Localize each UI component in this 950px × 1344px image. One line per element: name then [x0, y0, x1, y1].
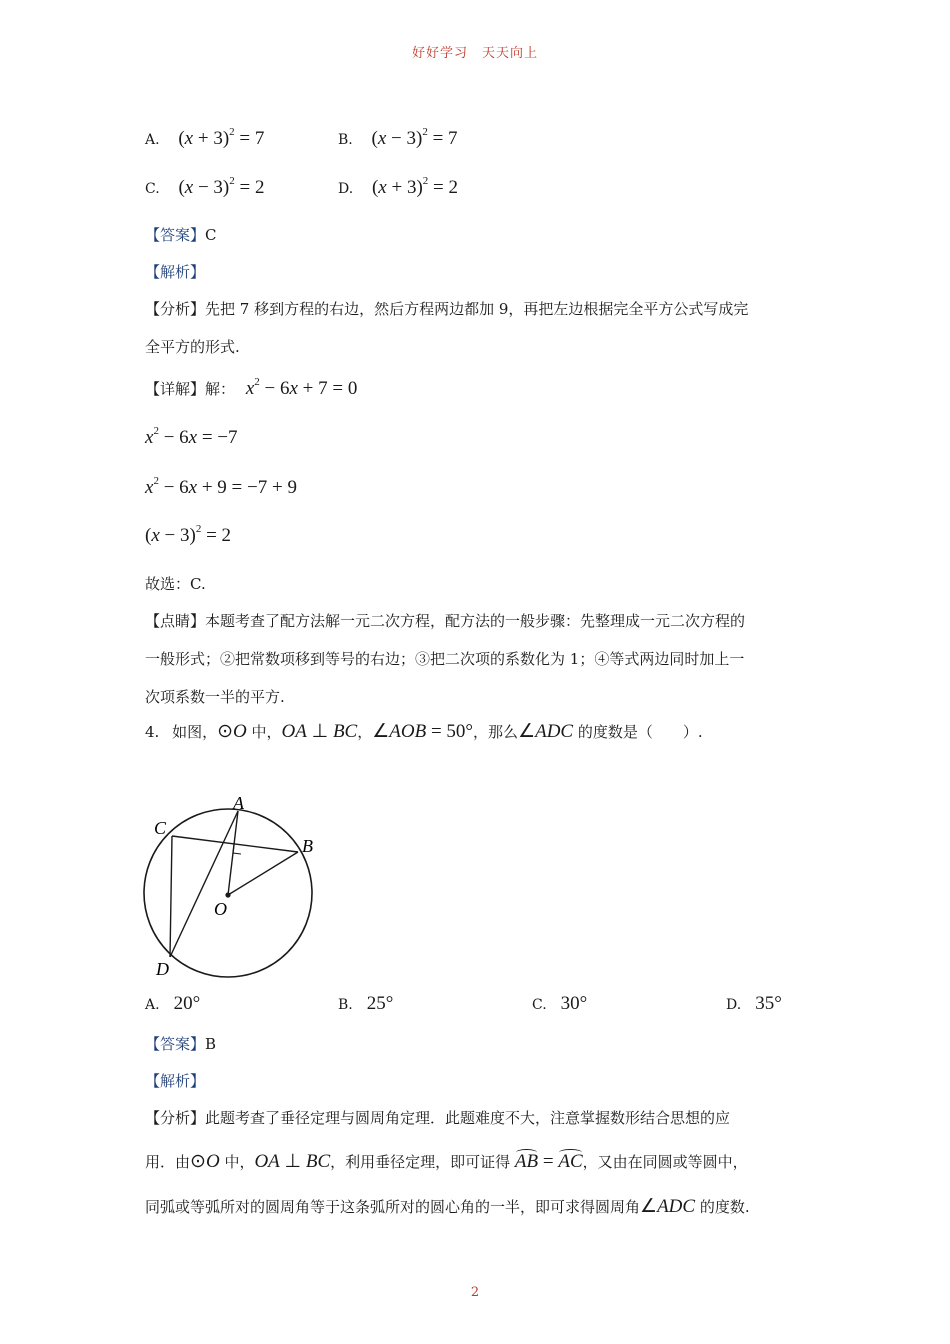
circle-figure — [130, 790, 340, 990]
q3-jiexi-tag: 【解析】 — [145, 263, 206, 281]
q4-option-b: B. 25° — [338, 993, 394, 1014]
q3-option-d: D. $(x + 3)^2 = 2$ — [338, 175, 458, 198]
option-label: A. — [145, 132, 160, 148]
q3-step-2: $x^2 - 6x = -7$ — [145, 425, 238, 448]
chord-cd — [170, 836, 172, 957]
label-a: A — [233, 793, 244, 813]
right-angle-mark — [233, 845, 241, 854]
option-label: C. — [145, 181, 160, 197]
q3-option-c: C. $(x - 3)^2 = 2$ — [145, 175, 265, 198]
q4-analysis-line2: 用．由⊙O 中，OA ⊥ BC，利用垂径定理，即可证得 AB = AC，又由在同圆或等圆中， — [145, 1151, 748, 1172]
q3-note-line1: 【点睛】本题考查了配方法解一元二次方程，配方法的一般步骤：先整理成一元二次方程的 — [145, 612, 746, 630]
q4-option-d: D. 35° — [726, 993, 782, 1014]
q3-option-b: B. $(x - 3)^2 = 7$ — [338, 126, 458, 149]
label-c: C — [154, 818, 167, 838]
page-header: 好好学习 天天向上 — [411, 46, 538, 61]
q3-analysis-line1: 【分析】先把 7 移到方程的右边，然后方程两边都加 9，再把左边根据完全平方公式写成完 — [145, 300, 749, 318]
q3-detail: 【详解】解： $x^2 - 6x + 7 = 0$ — [145, 376, 358, 399]
q3-answer: 【答案】C — [145, 226, 217, 244]
radius-ob — [228, 852, 298, 895]
arc-ac: AC — [558, 1151, 583, 1172]
q3-conclusion: 故选：C. — [145, 575, 206, 593]
q4-jiexi-tag: 【解析】 — [145, 1072, 206, 1090]
q4-analysis-line1: 【分析】此题考查了垂径定理与圆周角定理．此题难度不大，注意掌握数形结合思想的应 — [145, 1109, 731, 1127]
q3-note-line3: 次项系数一半的平方. — [145, 688, 285, 706]
chord-ad — [170, 811, 238, 957]
label-d: D — [156, 959, 169, 979]
option-label: D. — [338, 181, 354, 197]
q4-stem: 4. 如图，⊙O 中，OA ⊥ BC，∠AOB = 50°，那么∠ADC 的度数是（ ）. — [145, 721, 703, 742]
center-point — [225, 892, 230, 897]
q3-step-4: $(x - 3)^2 = 2$ — [145, 523, 232, 546]
q4-option-c: C. 30° — [532, 993, 588, 1014]
q4-analysis-line3: 同弧或等弧所对的圆周角等于这条弧所对的圆心角的一半，即可求得圆周角∠ADC 的度数. — [145, 1196, 750, 1217]
page-number: 2 — [470, 1285, 480, 1300]
label-o: O — [214, 899, 227, 919]
q3-analysis-line2: 全平方的形式. — [145, 338, 240, 356]
label-b: B — [302, 836, 313, 856]
arc-ab: AB — [514, 1151, 539, 1172]
q3-note-line2: 一般形式；②把常数项移到等号的右边；③把二次项的系数化为 1；④等式两边同时加上一 — [145, 650, 745, 668]
q4-answer: 【答案】B — [145, 1035, 217, 1053]
q3-option-a: A. $(x + 3)^2 = 7$ — [145, 126, 265, 149]
q3-step-3: $x^2 - 6x + 9 = -7 + 9$ — [145, 475, 297, 498]
option-label: B. — [338, 132, 353, 148]
q4-option-a: A. 20° — [145, 993, 201, 1014]
